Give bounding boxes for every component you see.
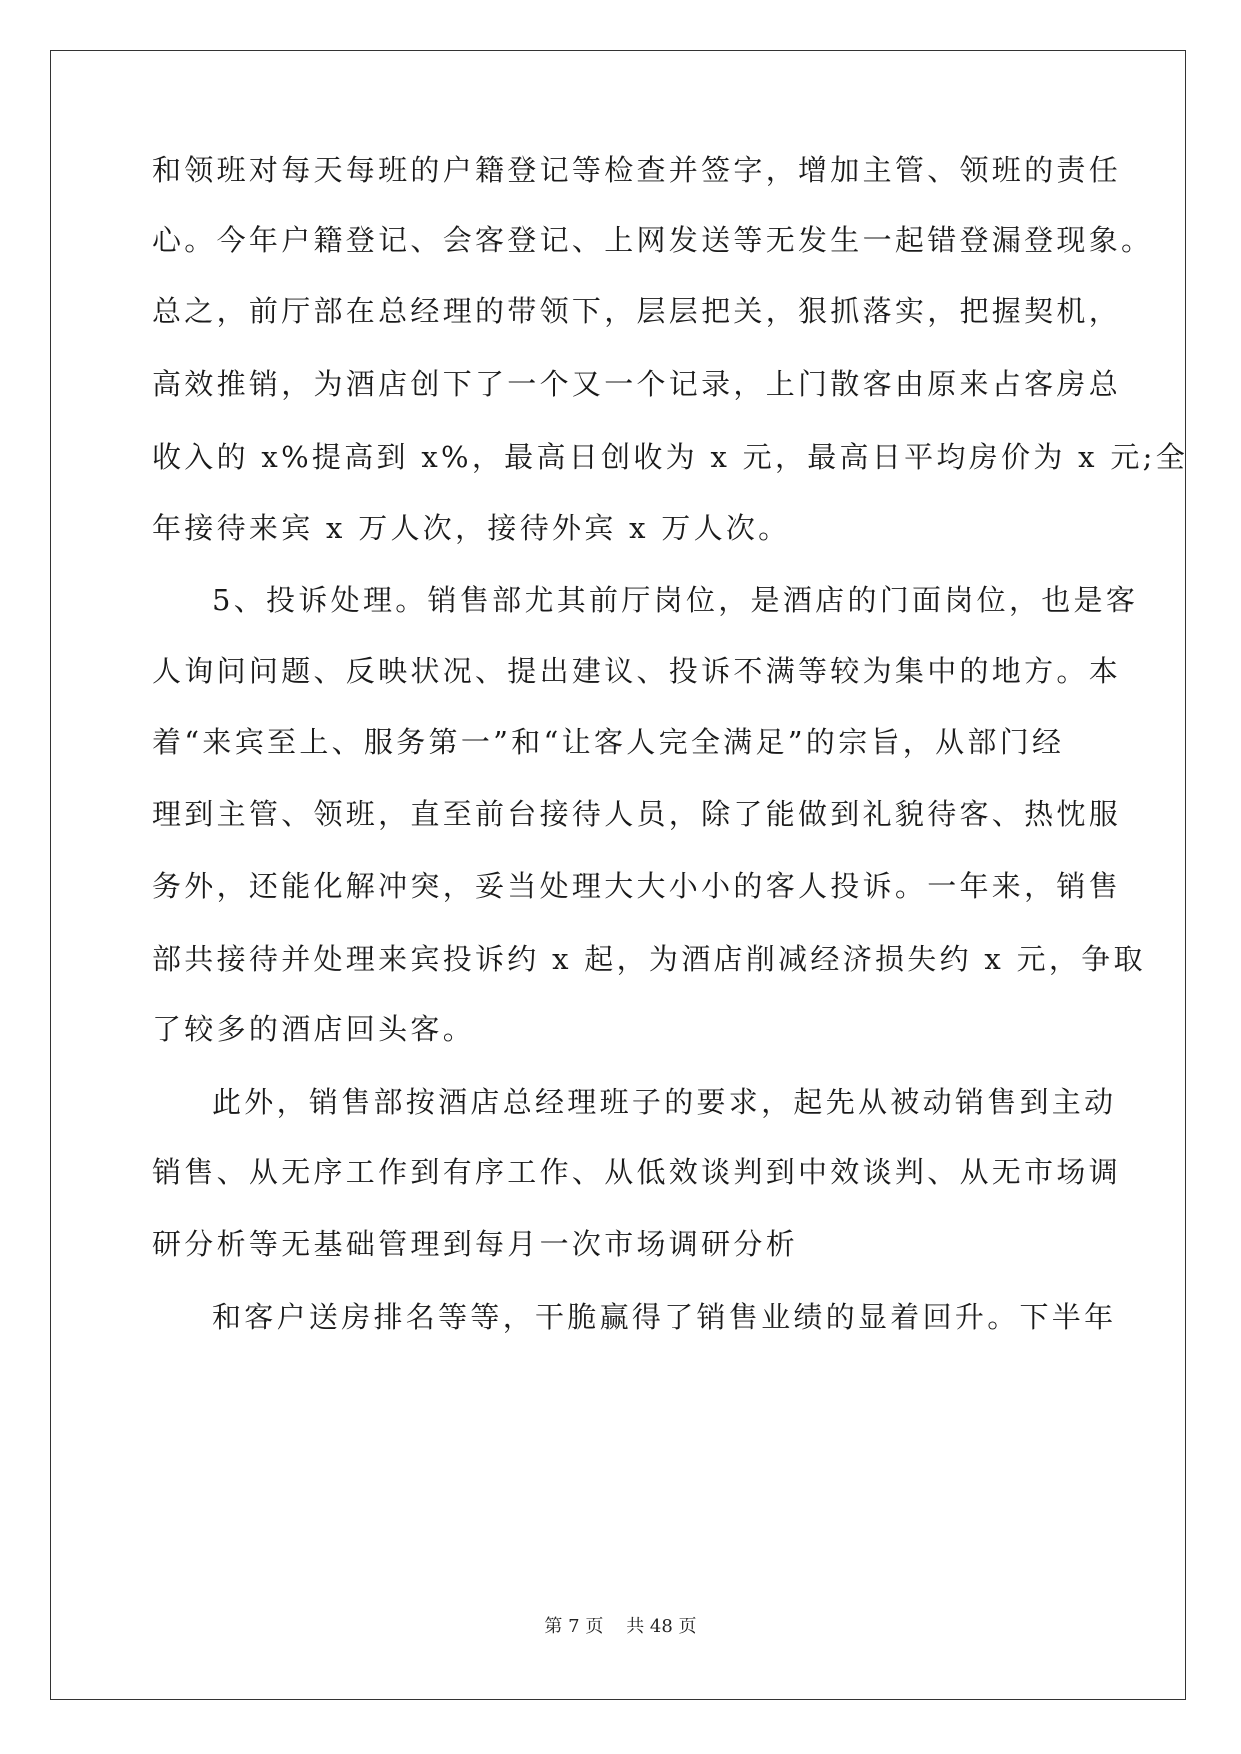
text-line-12: 部共接待并处理来宾投诉约 x 起，为酒店削减经济损失约 x 元，争取 <box>152 942 1146 976</box>
text-line-11: 务外，还能化解冲突，妥当处理大大小小的客人投诉。一年来，销售 <box>152 869 1122 903</box>
text-line-9: 着“来宾至上、服务第一”和“让客人完全满足”的宗旨，从部门经 <box>152 725 1065 759</box>
text-line-14: 此外，销售部按酒店总经理班子的要求，起先从被动销售到主动 <box>212 1085 1117 1119</box>
text-line-17: 和客户送房排名等等，干脆赢得了销售业绩的显着回升。下半年 <box>212 1300 1117 1334</box>
text-line-2: 心。今年户籍登记、会客登记、上网发送等无发生一起错登漏登现象。 <box>152 223 1154 257</box>
text-line-4: 高效推销，为酒店创下了一个又一个记录，上门散客由原来占客房总 <box>152 367 1122 401</box>
text-line-16: 研分析等无基础管理到每月一次市场调研分析 <box>152 1227 799 1261</box>
text-line-13: 了较多的酒店回头客。 <box>152 1012 476 1046</box>
text-line-7: 5、投诉处理。销售部尤其前厅岗位，是酒店的门面岗位，也是客 <box>212 583 1139 617</box>
text-line-6: 年接待来宾 x 万人次，接待外宾 x 万人次。 <box>152 511 791 545</box>
text-line-8: 人询问问题、反映状况、提出建议、投诉不满等较为集中的地方。本 <box>152 654 1122 688</box>
text-line-5: 收入的 x%提高到 x%，最高日创收为 x 元，最高日平均房价为 x 元;全 <box>152 440 1189 474</box>
page-number-footer: 第 7 页 共 48 页 <box>544 1616 697 1637</box>
text-line-1: 和领班对每天每班的户籍登记等检查并签字，增加主管、领班的责任 <box>152 153 1122 187</box>
text-line-10: 理到主管、领班，直至前台接待人员，除了能做到礼貌待客、热忱服 <box>152 797 1122 831</box>
text-line-3: 总之，前厅部在总经理的带领下，层层把关，狠抓落实，把握契机， <box>152 294 1122 328</box>
text-line-15: 销售、从无序工作到有序工作、从低效谈判到中效谈判、从无市场调 <box>152 1155 1122 1189</box>
